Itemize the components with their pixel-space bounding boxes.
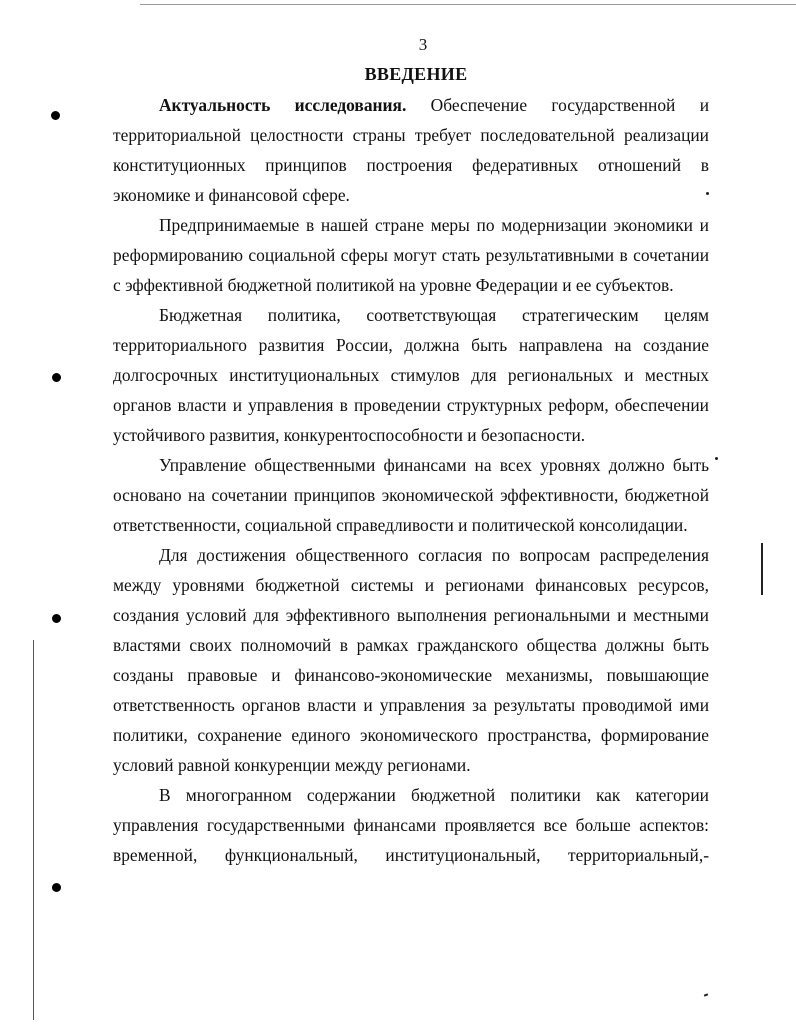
binder-hole-mark <box>51 111 60 120</box>
scan-speck <box>704 993 708 996</box>
binder-hole-mark <box>52 614 61 623</box>
scan-margin-line <box>33 640 34 1020</box>
paragraph-1-text: Обеспечение государственной и территориальной целостности страны требует последовательной реализации конституционных принципов построения федеративных отношений в экономике и финансовой сфере. <box>113 95 709 205</box>
paragraph-5: Для достижения общественного согласия по вопросам распределения между уровнями бюджетной системы и регионами финансовых ресурсов, создания условий для эффективного выполнения региональными и местными властями своих полномочий в рамках гражданского общества должны быть созданы правовые и финансово-экономические механизмы, повышающие ответственность органов власти и управления за результаты проводимой ими политики, сохранение единого экономического пространства, формирование условий равной конкуренции между регионами. <box>113 545 709 775</box>
page-number: 3 <box>418 35 428 54</box>
binder-hole-mark <box>52 883 61 892</box>
scan-speck <box>715 457 718 460</box>
paragraph-4: Управление общественными финансами на всех уровнях должно быть основано на сочетании принципов экономической эффективности, бюджетной ответственности, социальной справедливости и политической консолидации. <box>113 455 709 535</box>
scan-top-rule <box>140 4 796 5</box>
scan-speck <box>706 192 709 195</box>
document-body <box>113 90 709 870</box>
paragraph-3: Бюджетная политика, соответствующая стратегическим целям территориального развития России, должна быть направлена на создание долгосрочных институциональных стимулов для региональных и местных органов власти и управления в проведении структурных реформ, обеспечении устойчивого развития, конкурентоспособности и безопасности. <box>113 305 709 445</box>
paragraph-1 <box>113 90 709 210</box>
paragraph-1-lead: Актуальность исследования. <box>159 95 407 115</box>
scan-margin-mark <box>761 543 763 595</box>
paragraph-2: Предпринимаемые в нашей стране меры по модернизации экономики и реформированию социальной сферы могут стать результативными в сочетании с эффективной бюджетной политикой на уровне Федерации и ее субъектов. <box>113 215 709 295</box>
binder-hole-mark <box>52 373 61 382</box>
page-title: ВВЕДЕНИЕ <box>364 64 468 84</box>
paragraph-6: В многогранном содержании бюджетной политики как категории управления государственными финансами проявляется все больше аспектов: временной, функциональный, институциональный, территориальный,- <box>113 785 709 865</box>
